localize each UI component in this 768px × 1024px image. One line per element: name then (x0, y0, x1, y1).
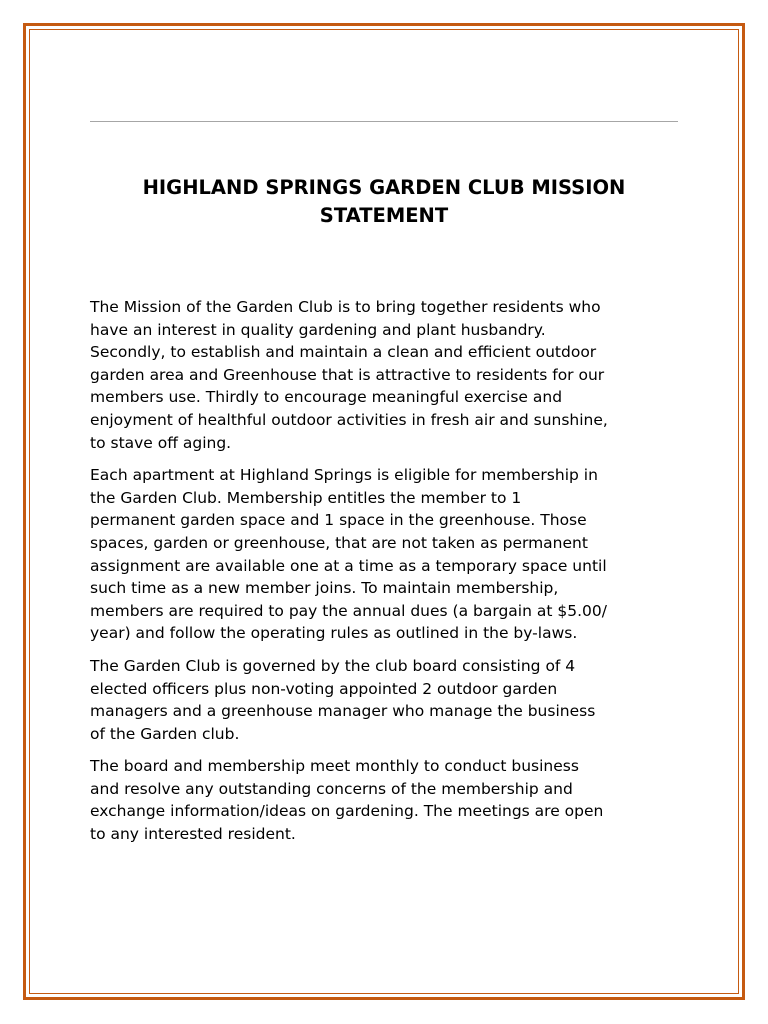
paragraph-governance: The Garden Club is governed by the club board consisting of 4 elected officers plus non-voting appointed 2 outdoor garden managers and a greenhouse manager who manage the business of the Garden club. (90, 656, 596, 743)
document-title: HIGHLAND SPRINGS GARDEN CLUB MISSION STATEMENT (142, 176, 626, 227)
header-rule (90, 121, 678, 122)
paragraph-membership: Each apartment at Highland Springs is eligible for membership in the Garden Club. Membership entitles the member to 1 permanent garden space and 1 space in the greenhouse. Those spaces, garden or greenhouse, that are not taken as permanent assignment are available one at a time as a temporary space until such time as a new member joins. To maintain membership, members are required to pay the annual dues (a bargain at $5.00/ year) and follow the operating rules as outlined in the by-laws. (90, 466, 607, 643)
paragraph-mission: The Mission of the Garden Club is to bring together residents who have an interest in quality gardening and plant husbandry. Secondly, to establish and maintain a clean and efficient outdoor garden area and Greenhouse that is attractive to residents for our members use. Thirdly to encourage meaningful exercise and enjoyment of healthful outdoor activities in fresh air and sunshine, to stave off aging. (90, 298, 608, 452)
document-body (90, 296, 690, 856)
paragraph-meetings: The board and membership meet monthly to conduct business and resolve any outstanding concerns of the membership and exchange information/ideas on gardening. The meetings are open to any interested resident. (90, 757, 604, 844)
